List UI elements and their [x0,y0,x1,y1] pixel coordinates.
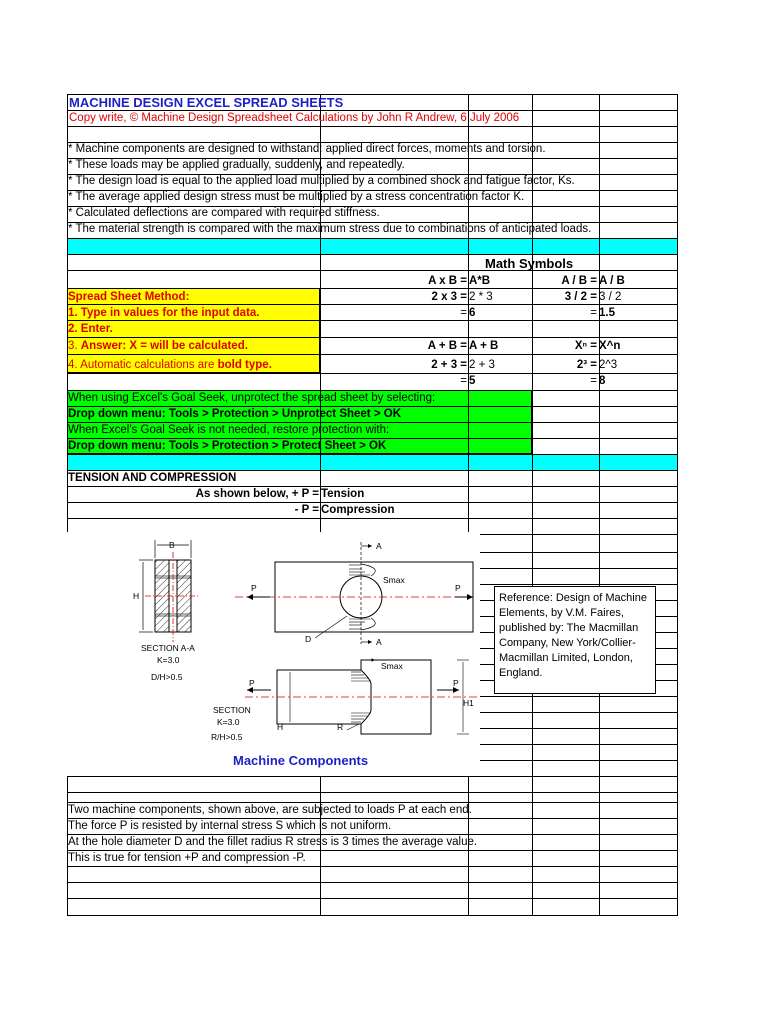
label-k2: K=3.0 [217,717,240,727]
machine-components-figure [65,532,480,776]
bullet-1: * Machine components are designed to withstand: applied direct forces, moments and torsion. [68,143,546,155]
label-h-bottom: H [277,722,284,732]
spreadsheet-grid [67,94,678,915]
goalseek-line-2: Drop down menu: Tools > Protection > Unprotect Sheet > OK [68,408,401,420]
note-4: This is true for tension +P and compression -P. [68,852,306,864]
method-step-4-bold: bold type. [217,359,272,371]
grid-row-line [67,866,678,867]
add-label: A + B = [427,340,467,352]
method-step-4 [68,358,272,373]
label-p-left-top: P [251,583,257,593]
div-equals: = [590,307,597,319]
compression-label: - P = [294,504,319,516]
label-smax-top: Smax [383,575,405,585]
grid-col-line [532,94,533,915]
label-b: B [169,540,175,550]
div-example-expr: 3 / 2 [599,291,622,303]
note-2: The force P is resisted by internal stress S which is not uniform. [68,820,392,832]
mul-label: A x B = [428,275,467,287]
grid-row-line [67,238,678,239]
goalseek-line-4: Drop down menu: Tools > Protection > Protect Sheet > OK [68,440,387,452]
label-h: H [133,591,140,601]
add-example-expr: 2 + 3 [469,359,495,371]
label-a-mid: A [376,637,382,647]
figure-title: Machine Components [233,753,369,768]
add-expr: A + B [469,340,499,352]
mul-example-expr: 2 * 3 [469,291,493,303]
goalseek-line-3: When Excel's Goal Seek is not needed, restore protection with: [68,424,390,436]
grid-row-line [67,776,678,777]
mul-expr: A*B [469,275,491,287]
label-ratio2: R/H>0.5 [211,732,243,742]
method-heading: Spread Sheet Method: [68,291,190,303]
grid-row-line [67,518,678,519]
add-result: 5 [469,375,476,387]
figure-drawing [65,532,480,776]
label-section: SECTION [213,705,251,715]
tension-heading: TENSION AND COMPRESSION [68,472,237,484]
tension-shown-label: As shown below, + P = [195,488,319,500]
pow-result: 8 [599,375,606,387]
pow-equals: = [590,375,597,387]
grid-row-line [67,792,678,793]
div-expr: A / B [599,275,625,287]
note-3: At the hole diameter D and the fillet radius R stress is 3 times the average value. [68,836,478,848]
math-symbols-header: Math Symbols [485,256,574,271]
method-step-2: 2. Enter. [68,323,113,335]
label-p-right-top: P [455,583,461,593]
pow-label: Xⁿ = [574,340,597,352]
method-step-1: 1. Type in values for the input data. [68,307,260,319]
reference-text: Reference: Design of Machine Elements, by V.M. Faires, published by: The Macmillan Company, New York/Collier-Macmillan Limited, London, England. [499,592,647,679]
mul-example: 2 x 3 = [431,291,467,303]
add-equals: = [460,375,467,387]
reference-box [494,586,656,694]
grid-col-line [468,94,469,915]
tension-shown-value: Tension [321,488,365,500]
grid-row-line [67,254,678,255]
goalseek-line-1: When using Excel's Goal Seek, unprotect the spread sheet by selecting: [68,392,436,404]
pow-example: 2³ = [576,359,597,371]
cyan-band-2 [67,454,678,470]
bullet-5: * Calculated deflections are compared with required stiffness. [68,207,380,219]
mul-equals: = [460,307,467,319]
pow-example-expr: 2^3 [599,359,618,371]
bullet-4: * The average applied design stress must be multiplied by a stress concentration factor K. [68,191,525,203]
label-h1: H1 [463,698,474,708]
cyan-band-1 [67,238,678,254]
method-step-3-prefix: 3. [68,340,78,352]
note-1: Two machine components, shown above, are subjected to loads P at each end. [68,804,472,816]
grid-col-line [599,94,600,915]
div-result: 1.5 [599,307,615,319]
add-example: 2 + 3 = [431,359,467,371]
grid-row-line [67,915,678,916]
label-ratio1: D/H>0.5 [151,672,183,682]
label-r: R [337,722,344,732]
section-aa-drawing [139,540,199,642]
label-d: D [305,634,312,644]
bullet-3: * The design load is equal to the applied load multiplied by a combined shock and fatigue factor, Ks. [68,175,575,187]
label-section-aa: SECTION A-A [141,643,195,653]
div-example: 3 / 2 = [564,291,597,303]
grid-row-line [67,270,678,271]
label-p-left-bot: P [249,678,255,688]
grid-col-line [677,94,678,915]
div-label: A / B = [561,275,597,287]
label-smax-bot: Smax [381,661,403,671]
copyright-text: Copy write, © Machine Design Spreadsheet Calculations by John R Andrew, 6 July 2006 [69,112,520,124]
method-step-4-text: 4. Automatic calculations are [68,359,218,371]
grid-row-line [67,126,678,127]
grid-row-line [67,898,678,899]
label-p-right-bot: P [453,678,459,688]
method-step-3-text: Answer: X = will be calculated. [80,340,248,352]
compression-value: Compression [321,504,395,516]
bullet-2: * These loads may be applied gradually, suddenly, and repeatedly. [68,159,405,171]
pow-expr: X^n [599,340,621,352]
mul-result: 6 [469,307,476,319]
grid-row-line [67,454,678,455]
sheet-title: MACHINE DESIGN EXCEL SPREAD SHEETS [69,95,344,110]
label-k1: K=3.0 [157,655,180,665]
label-a-top: A [376,541,382,551]
plate-with-hole-drawing [235,542,475,644]
method-step-3 [68,339,248,354]
bullet-6: * The material strength is compared with the maximum stress due to combinations of anticipated loads. [68,223,592,235]
grid-row-line [67,882,678,883]
